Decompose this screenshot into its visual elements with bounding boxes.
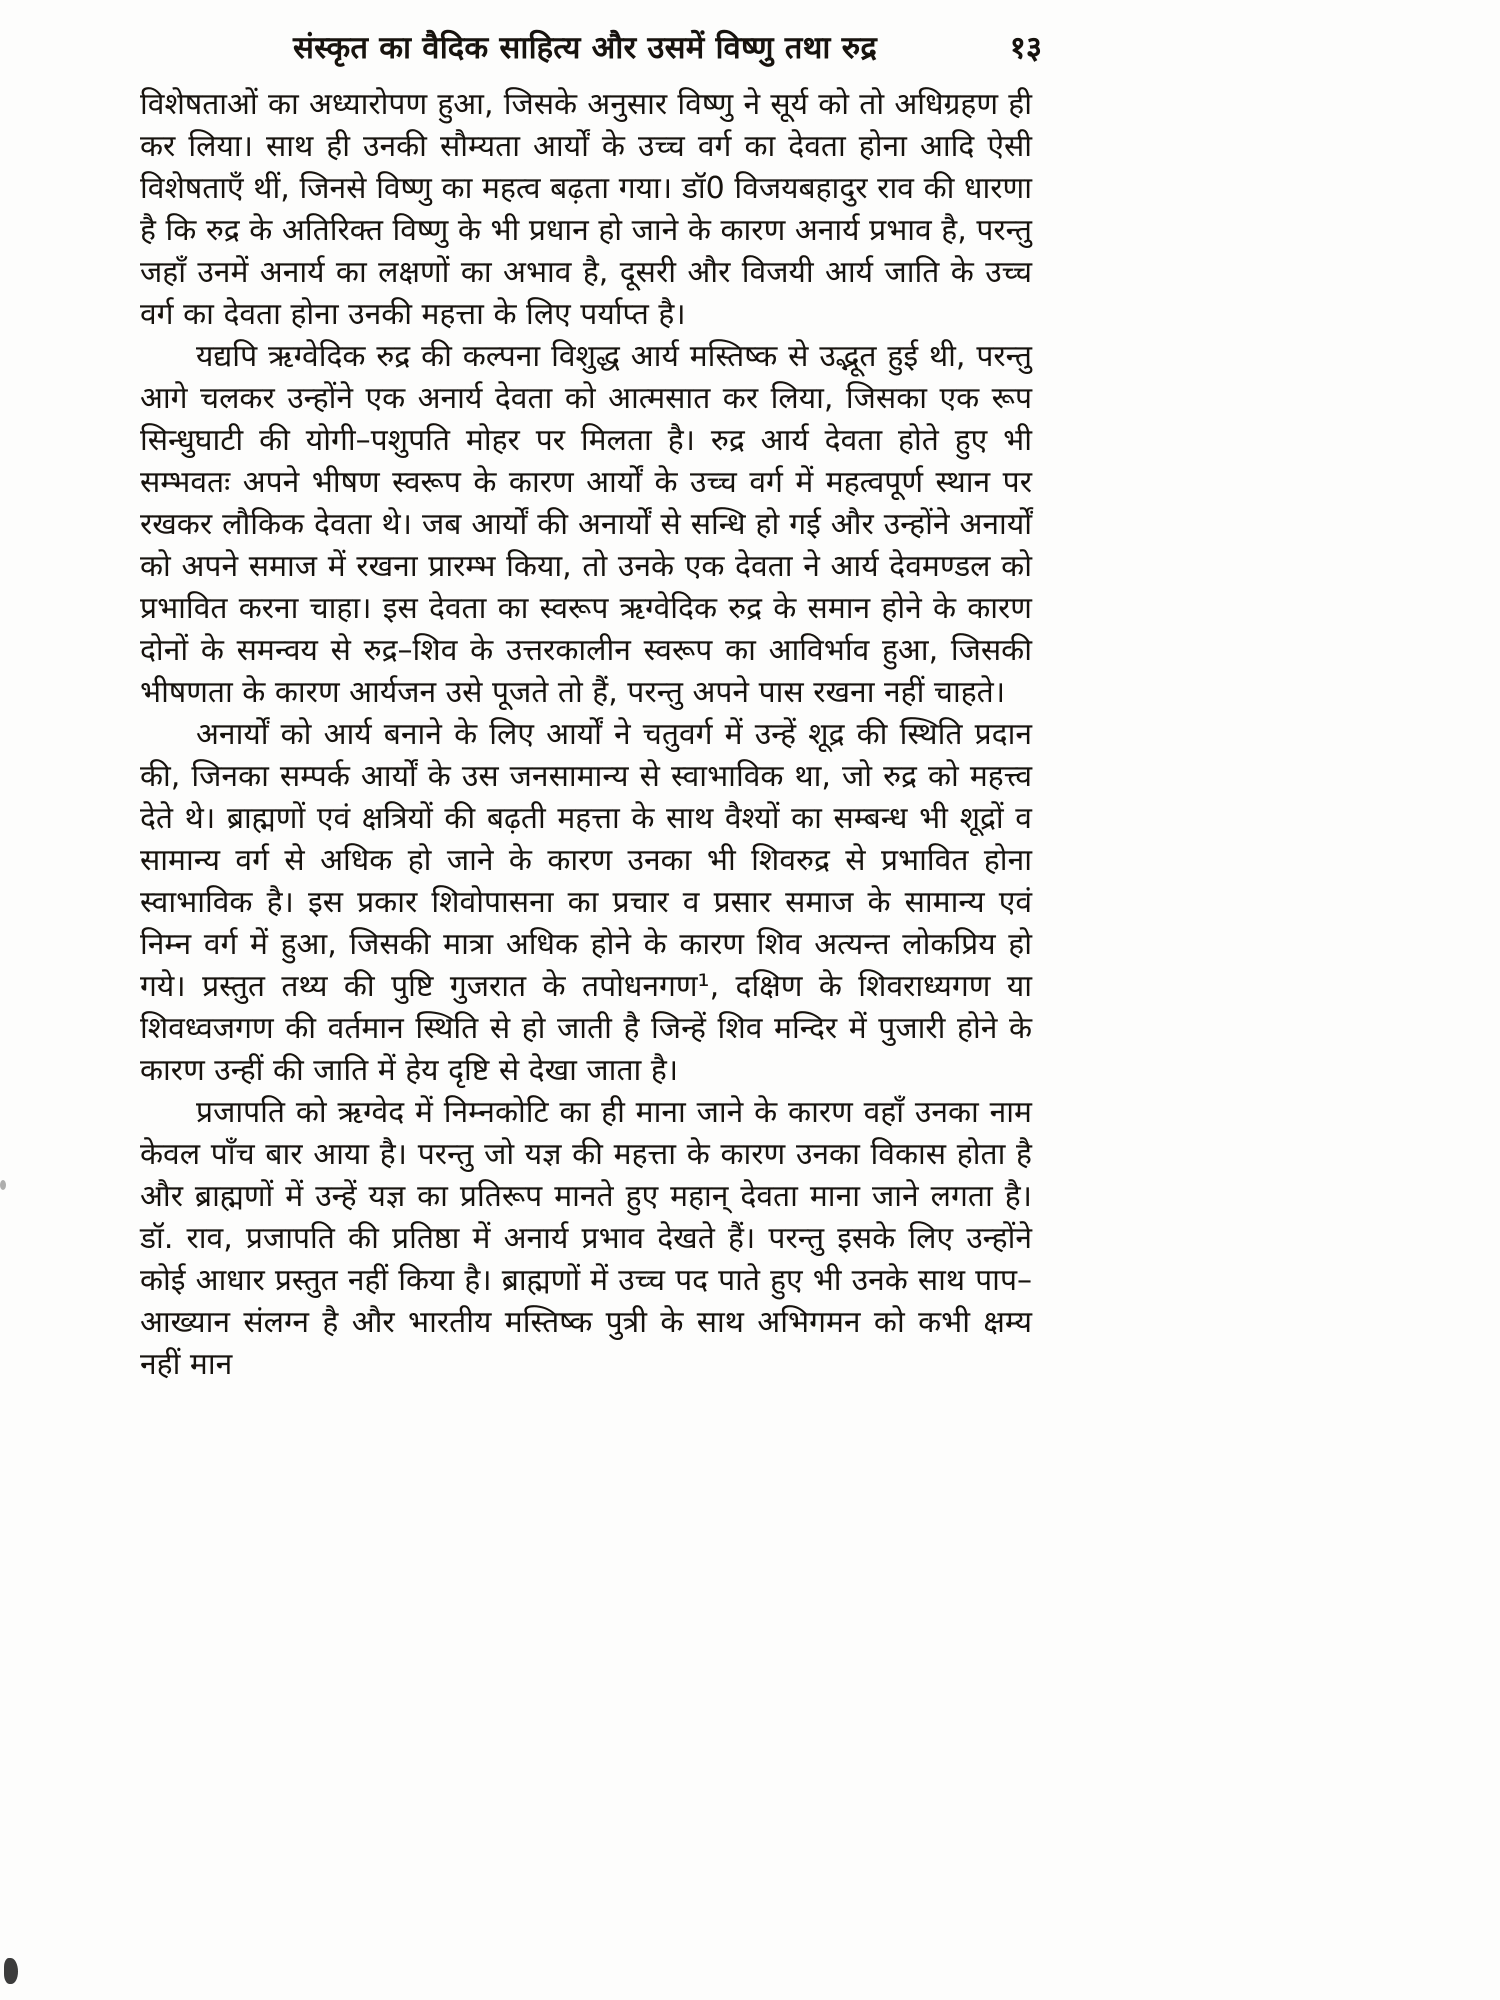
paragraph: विशेषताओं का अध्यारोपण हुआ, जिसके अनुसार विष्णु ने सूर्य को तो अधिग्रहण ही कर लिया। साथ ही उनकी सौम्यता आर्यों के उच्च वर्ग का देवता होना आदि ऐसी विशेषताएँ थीं, जिनसे विष्णु का महत्व बढ़ता गया। डॉ0 विजयबहादुर राव की धारणा है कि रुद्र के अतिरिक्त विष्णु के भी प्रधान हो जाने के कारण अनार्य प्रभाव है, परन्तु जहाँ उनमें अनार्य का लक्षणों का अभाव है, दूसरी और विजयी आर्य जाति के उच्च वर्ग का देवता होना उनकी महत्ता के लिए पर्याप्त है। [140,87,1032,332]
scan-artifact [0,1180,6,1190]
paragraph: यद्यपि ऋग्वेदिक रुद्र की कल्पना विशुद्ध आर्य मस्तिष्क से उद्भूत हुई थी, परन्तु आगे चलकर उन्होंने एक अनार्य देवता को आत्मसात कर लिया, जिसका एक रूप सिन्धुघाटी की योगी–पशुपति मोहर पर मिलता है। रुद्र आर्य देवता होते हुए भी सम्भवतः अपने भीषण स्वरूप के कारण आर्यों के उच्च वर्ग में महत्वपूर्ण स्थान पर रखकर लौकिक देवता थे। जब आर्यों की अनार्यों से सन्धि हो गई और उन्होंने अनार्यों को अपने समाज में रखना प्रारम्भ किया, तो उनके एक देवता ने आर्य देवमण्डल को प्रभावित करना चाहा। इस देवता का स्वरूप ऋग्वेदिक रुद्र के समान होने के कारण दोनों के समन्वय से रुद्र–शिव के उत्तरकालीन स्वरूप का आविर्भाव हुआ, जिसकी भीषणता के कारण आर्यजन उसे पूजते तो हैं, परन्तु अपने पास रखना नहीं चाहते। [140,339,1032,710]
running-title: संस्कृत का वैदिक साहित्य और उसमें विष्णु तथा रुद्र [292,30,878,66]
page-header [140,26,1042,74]
page-number: १३ [1009,30,1042,66]
paragraph: अनार्यों को आर्य बनाने के लिए आर्यों ने चतुवर्ग में उन्हें शूद्र की स्थिति प्रदान की, जिनका सम्पर्क आर्यों के उस जनसामान्य से स्वाभाविक था, जो रुद्र को महत्त्व देते थे। ब्राह्मणों एवं क्षत्रियों की बढ़ती महत्ता के साथ वैश्यों का सम्बन्ध भी शूद्रों व सामान्य वर्ग से अधिक हो जाने के कारण उनका भी शिवरुद्र से प्रभावित होना स्वाभाविक है। इस प्रकार शिवोपासना का प्रचार व प्रसार समाज के सामान्य एवं निम्न वर्ग में हुआ, जिसकी मात्रा अधिक होने के कारण शिव अत्यन्त लोकप्रिय हो गये। प्रस्तुत तथ्य की पुष्टि गुजरात के तपोधनगण¹, दक्षिण के शिवराध्यगण या शिवध्वजगण की वर्तमान स्थिति से हो जाती है जिन्हें शिव मन्दिर में पुजारी होने के कारण उन्हीं की जाति में हेय दृष्टि से देखा जाता है। [140,717,1032,1088]
paragraph: प्रजापति को ऋग्वेद में निम्नकोटि का ही माना जाने के कारण वहाँ उनका नाम केवल पाँच बार आया है। परन्तु जो यज्ञ की महत्ता के कारण उनका विकास होता है और ब्राह्मणों में उन्हें यज्ञ का प्रतिरूप मानते हुए महान् देवता माना जाने लगता है। डॉ. राव, प्रजापति की प्रतिष्ठा में अनार्य प्रभाव देखते हैं। परन्तु इसके लिए उन्होंने कोई आधार प्रस्तुत नहीं किया है। ब्राह्मणों में उच्च पद पाते हुए भी उनके साथ पाप–आख्यान संलग्न है और भारतीय मस्तिष्क पुत्री के साथ अभिगमन को कभी क्षम्य नहीं मान [140,1095,1032,1382]
scan-artifact [4,1958,18,1984]
page-body [140,84,1032,1386]
